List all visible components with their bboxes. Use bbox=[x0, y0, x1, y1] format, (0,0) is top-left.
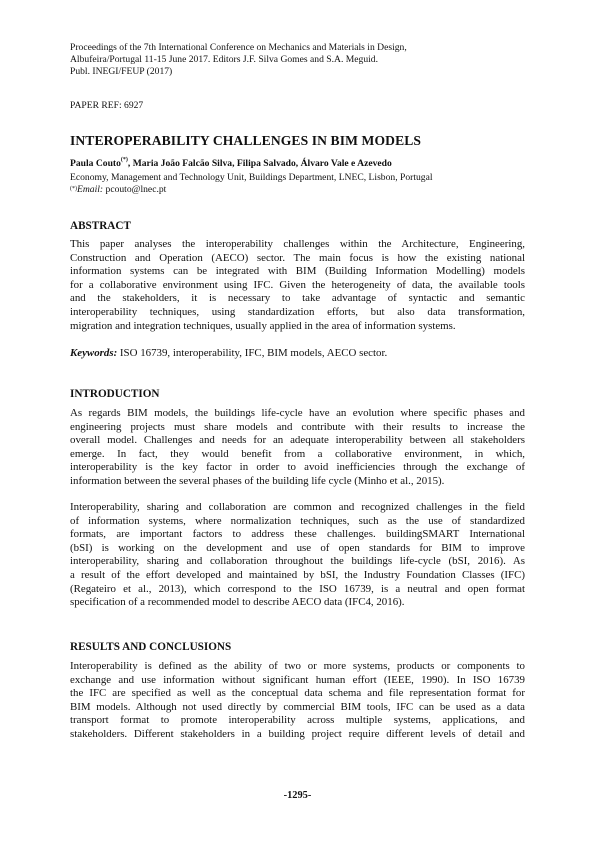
abstract-line: migration and integration techniques, usually applied in the area of information systems. bbox=[70, 319, 456, 332]
intro-line: Interoperability, sharing and collaboration are common and recognized challenges in the field bbox=[70, 501, 525, 513]
email-label: Email: bbox=[77, 184, 104, 195]
abstract-line: This paper analyses the interoperability challenges within the Architecture, Engineering, bbox=[70, 238, 525, 250]
intro-line: emerge. In fact, they would benefit from a collaborative environment, in which, bbox=[70, 447, 525, 460]
intro-line: (Regateiro et al., 2013), which correspond to the ISO 16739, is a neutral and open format bbox=[70, 582, 525, 595]
abstract-line: information systems can be integrated with BIM (Building Information Modelling) models bbox=[70, 265, 525, 278]
results-line: exchange and use information without significant human effort (IEEE, 1990). In ISO 16739 bbox=[70, 673, 525, 686]
intro-line: specification of a recommended model to describe AECO data (IFC4, 2016). bbox=[70, 596, 405, 609]
paper-title: INTEROPERABILITY CHALLENGES IN BIM MODELS bbox=[70, 133, 422, 148]
keywords-label: Keywords: bbox=[70, 347, 118, 359]
intro-line: interoperability is the key factor in order to avoid inefficiencies through the exchange of bbox=[70, 461, 525, 474]
results-line: the IFC are specified as well as the conceptual data schema and file representation format for bbox=[70, 687, 525, 700]
email-mark: (*) bbox=[70, 186, 77, 192]
abstract-line: interoperability techniques, using standardization efforts, but also data transformation, bbox=[70, 305, 525, 318]
abstract-line: and the stakeholders, it is necessary to take advantage of syntactic and semantic bbox=[70, 292, 525, 305]
intro-line: a result of the effort developed and maintained by bSI, the Industry Foundation Classes (IFC) bbox=[70, 568, 525, 581]
results-line: Interoperability is defined as the ability of two or more systems, products or components to bbox=[70, 660, 525, 672]
header-line-3: Publ. INEGI/FEUP (2017) bbox=[70, 66, 173, 77]
abstract-body bbox=[70, 238, 525, 333]
author-first: Paula Couto bbox=[70, 158, 121, 169]
abstract-line: Construction and Operation (AECO) sector. The main focus is how the existing national bbox=[70, 251, 525, 264]
intro-line: overall model. Challenges and needs for an adequate interoperability between all stakeholders bbox=[70, 434, 525, 447]
abstract-line: for a collaborative environment using IFC. Given the heterogeneity of data, the available tools bbox=[70, 278, 525, 291]
intro-line: of information systems, where normalization techniques, such as the use of standardized bbox=[70, 514, 525, 527]
intro-line: interoperability, sharing and collaboration throughout the buildings life-cycle (bSI, 2016). As bbox=[70, 555, 525, 568]
introduction-paragraph-1 bbox=[70, 407, 525, 489]
keywords-text: ISO 16739, interoperability, IFC, BIM models, AECO sector. bbox=[117, 347, 388, 359]
results-line: BIM models. Although not used directly by commercial BIM tools, IFC can be used as a data bbox=[70, 700, 525, 713]
header-line-2: Albufeira/Portugal 11-15 June 2017. Editors J.F. Silva Gomes and S.A. Meguid. bbox=[70, 54, 378, 65]
intro-line: information between the several phases of the building life cycle (Minho et al., 2015). bbox=[70, 474, 445, 487]
results-heading: RESULTS AND CONCLUSIONS bbox=[70, 641, 232, 653]
email-address: pcouto@lnec.pt bbox=[103, 184, 167, 195]
email-line bbox=[70, 184, 525, 196]
intro-line: formats, are important factors to address these challenges. buildingSMART International bbox=[70, 528, 525, 541]
results-paragraph bbox=[70, 660, 525, 742]
introduction-paragraph-2 bbox=[70, 501, 525, 610]
proceedings-header bbox=[70, 42, 525, 78]
header-line-1: Proceedings of the 7th International Conference on Mechanics and Materials in Design, bbox=[70, 42, 407, 53]
results-line: stakeholders. Different stakeholders in a building project require different levels of detail and bbox=[70, 727, 525, 740]
affiliation-line: Economy, Management and Technology Unit, Buildings Department, LNEC, Lisbon, Portugal bbox=[70, 172, 433, 183]
corresponding-mark: (*) bbox=[120, 157, 128, 163]
paper-ref: PAPER REF: 6927 bbox=[70, 100, 144, 111]
page-number: -1295- bbox=[283, 790, 312, 801]
intro-line: engineering projects must share models and contribute with their results to increase the bbox=[70, 420, 525, 433]
keywords-line bbox=[70, 347, 525, 359]
author-list bbox=[70, 158, 525, 169]
author-rest: , Maria João Falcão Silva, Filipa Salvado, Álvaro Vale e Azevedo bbox=[127, 158, 392, 169]
introduction-heading: INTRODUCTION bbox=[70, 388, 160, 400]
results-line: transport format to promote interoperability across multiple systems, applications, and bbox=[70, 714, 525, 727]
intro-line: As regards BIM models, the buildings life-cycle have an evolution where specific phases and bbox=[70, 407, 525, 419]
affiliation bbox=[70, 172, 525, 196]
abstract-heading: ABSTRACT bbox=[70, 220, 131, 232]
intro-line: (bSI) is working on the development and use of open standards for BIM to improve bbox=[70, 541, 525, 554]
